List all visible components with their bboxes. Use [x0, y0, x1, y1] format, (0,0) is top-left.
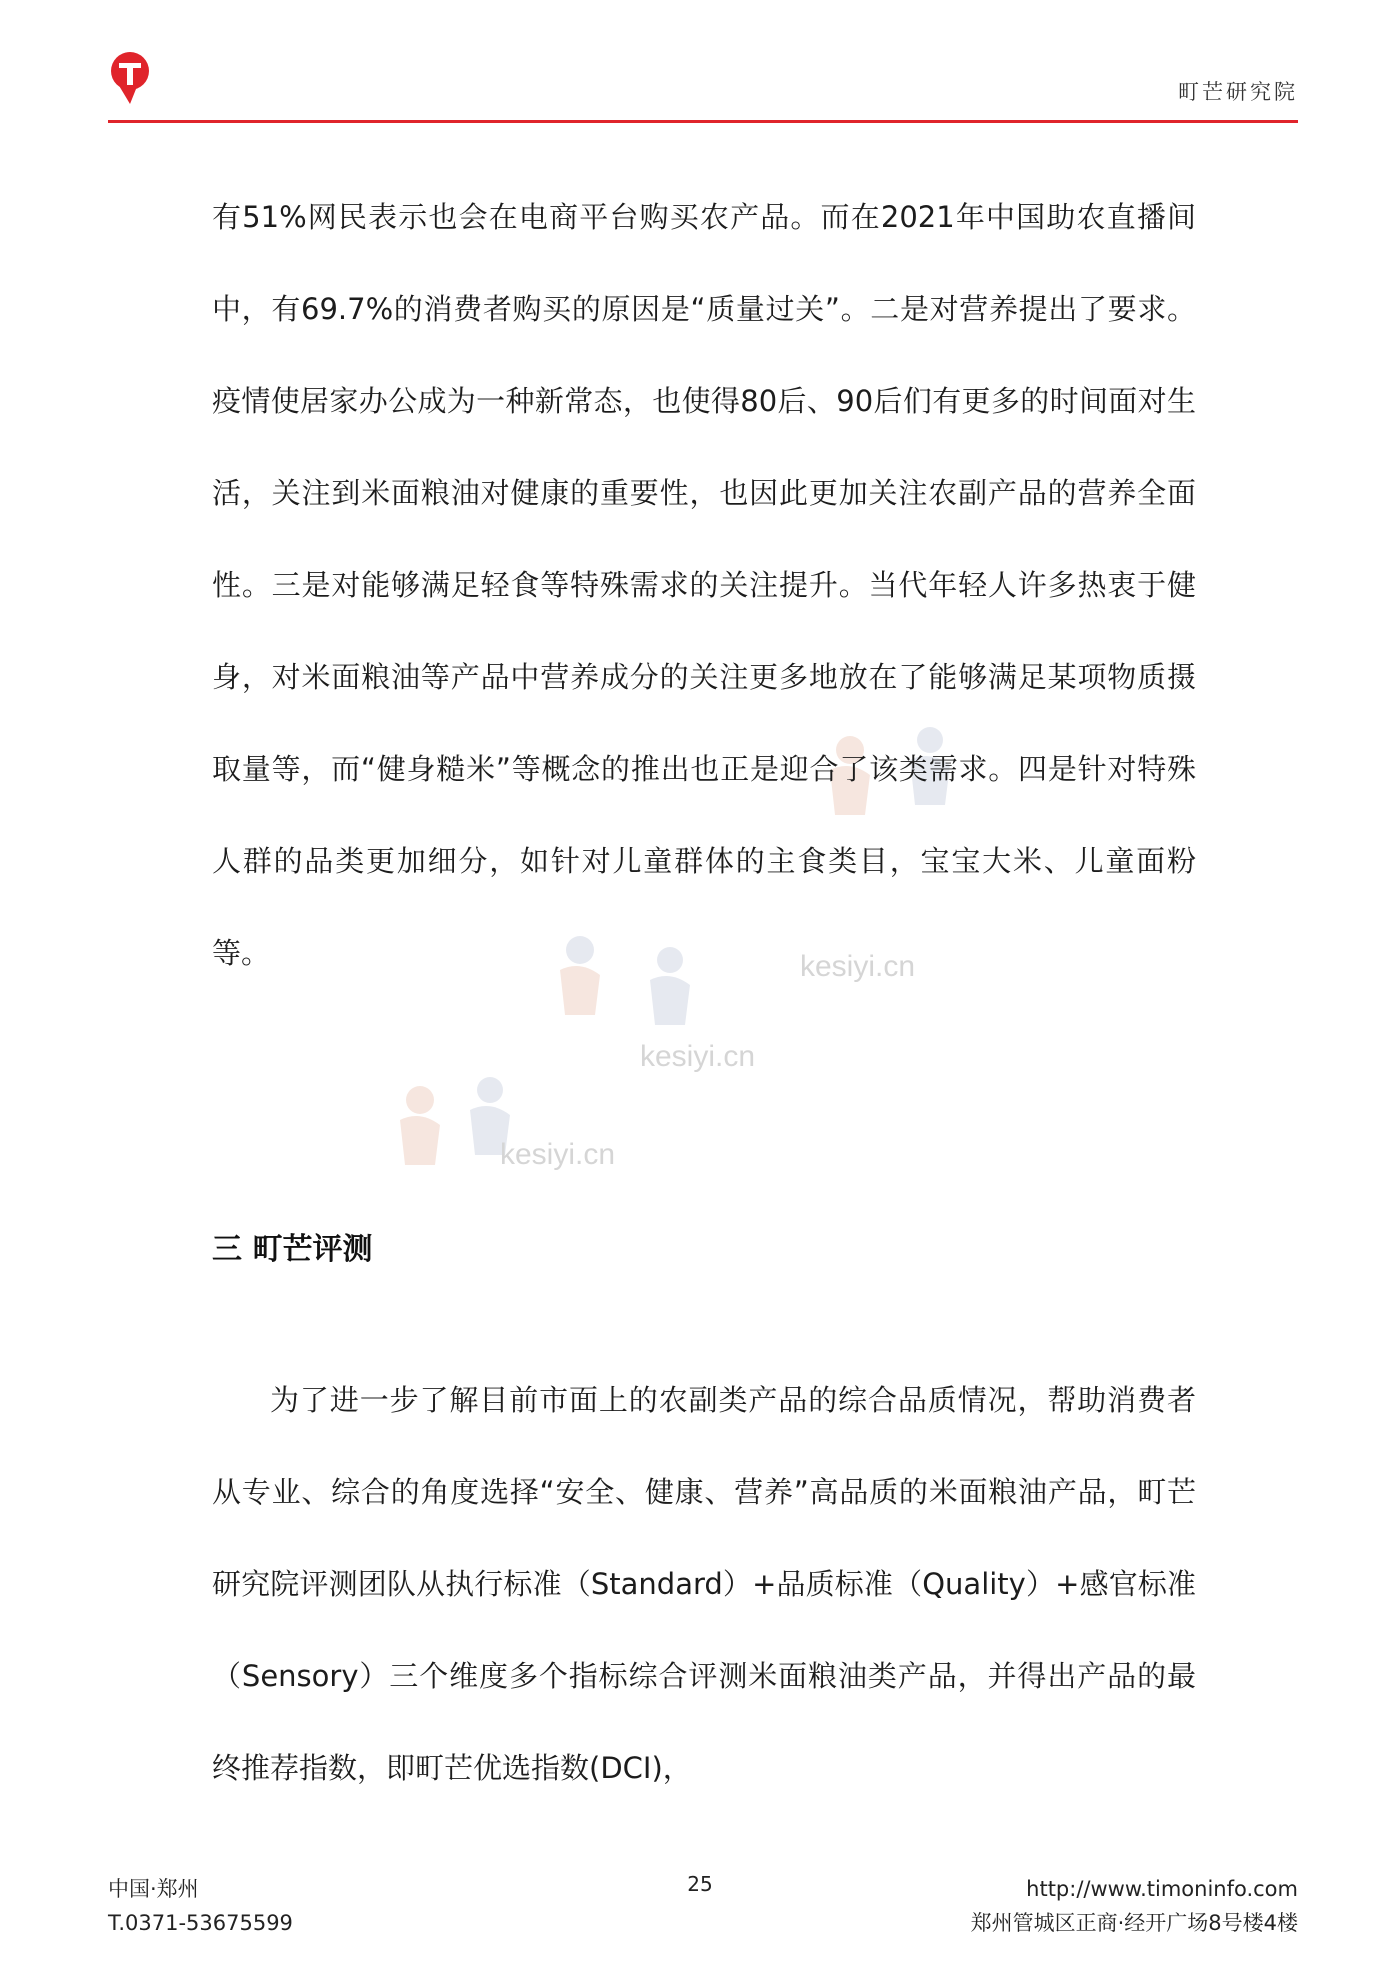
- watermark-figure-icon: [360, 1070, 560, 1220]
- footer-address: 郑州管城区正商·经开广场8号楼4楼: [970, 1911, 1298, 1935]
- timon-logo: [108, 44, 318, 106]
- watermark-text: kesiyi.cn: [640, 1040, 756, 1073]
- footer-address-block: [971, 1872, 1298, 1940]
- timon-logo-icon: [108, 44, 318, 106]
- watermark-text: kesiyi.cn: [800, 950, 916, 983]
- header-divider: [108, 120, 1298, 123]
- body-paragraph: 为了进一步了解目前市面上的农副类产品的综合品质情况，帮助消费者从专业、综合的角度选择“安全、健康、营养”高品质的米面粮油产品，町芒研究院评测团队从执行标准（Standard）+品质标准（Quality）+感官标准（Sensory）三个维度多个指标综合评测米面粮油类产品，并得出产品的最终推荐指数，即町芒优选指数(DCI)，: [212, 1383, 1196, 1785]
- body-paragraph: 有51%网民表示也会在电商平台购买农产品。而在2021年中国助农直播间中，有69.7%的消费者购买的原因是“质量过关”。二是对营养提出了要求。疫情使居家办公成为一种新常态，也使得80后、90后们有更多的时间面对生活，关注到米面粮油对健康的重要性，也因此更加关注农副产品的营养全面性。三是对能够满足轻食等特殊需求的关注提升。当代年轻人许多热衷于健身，对米面粮油等产品中营养成分的关注更多地放在了能够满足某项物质摄取量等，而“健身糙米”等概念的推出也正是迎合了该类需求。四是针对特殊人群的品类更加细分，如针对儿童群体的主食类目，宝宝大米、儿童面粉等。: [212, 200, 1196, 970]
- footer-phone: T.0371-53675599: [108, 1911, 293, 1935]
- watermark-text: kesiyi.cn: [500, 1138, 616, 1171]
- section-heading: 三 町芒评测: [212, 1232, 373, 1267]
- footer-website-link[interactable]: http://www.timoninfo.com: [1026, 1877, 1298, 1901]
- institute-name: 町芒研究院: [1178, 80, 1298, 104]
- footer-location: 中国·郑州: [108, 1877, 199, 1901]
- page-number: 25: [687, 1872, 713, 1896]
